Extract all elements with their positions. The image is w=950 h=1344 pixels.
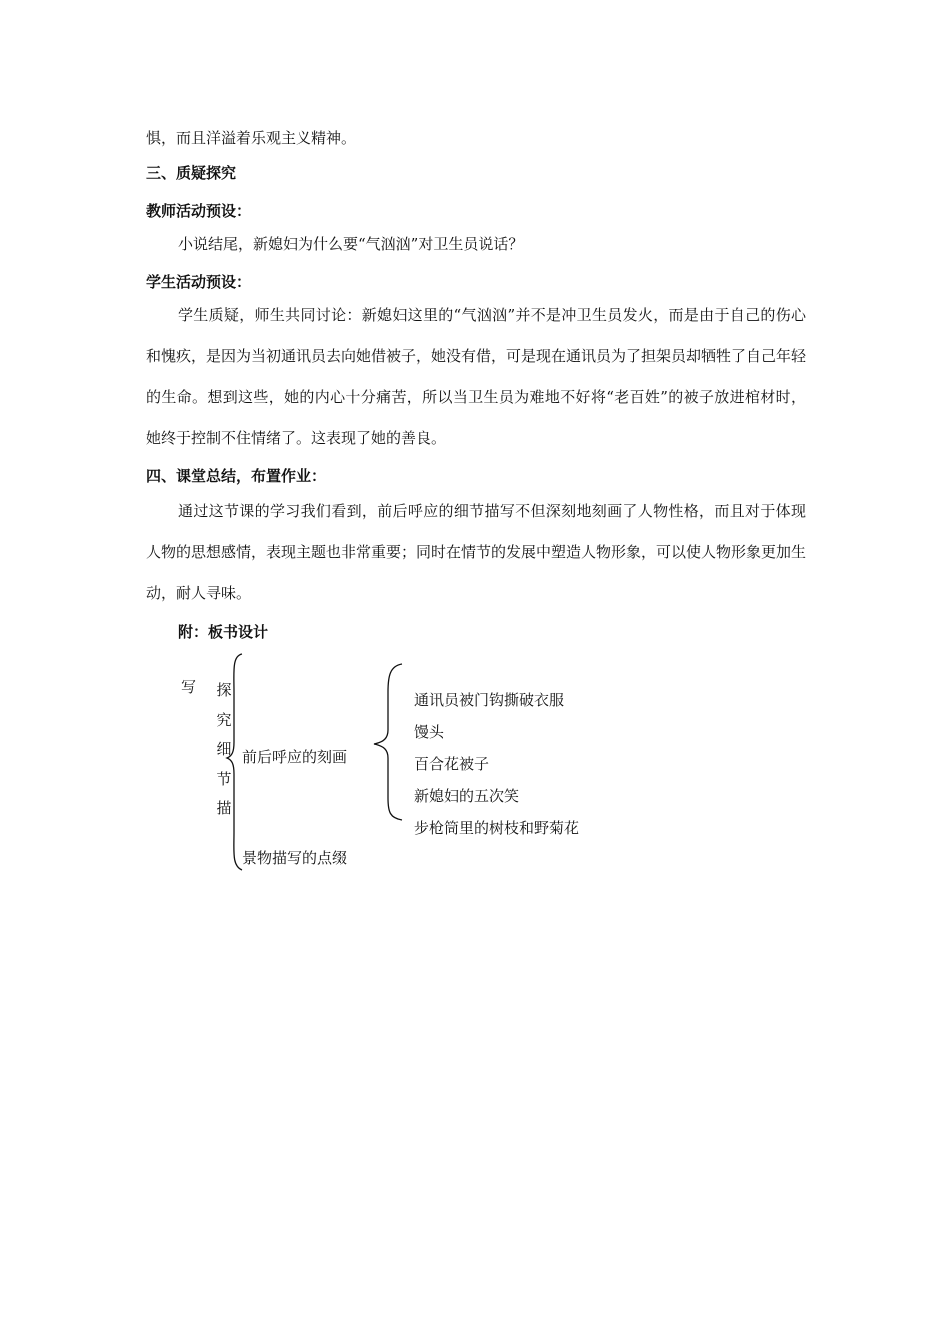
board-vertical-char: 描 <box>216 799 232 817</box>
list-item: 百合花被子 <box>414 755 490 773</box>
list-item: 新媳妇的五次笑 <box>414 787 520 805</box>
board-mid-top: 前后呼应的刻画 <box>242 748 348 766</box>
right-brace-icon <box>372 662 406 822</box>
appendix-title: 附：板书设计 <box>178 623 269 641</box>
summary-paragraph: 通过这节课的学习我们看到，前后呼应的细节描写不但深刻地刻画了人物性格，而且对于体现人物的思想感情，表现主题也非常重要；同时在情节的发展中塑造人物形象，可以使人物形象更加生动，耐人寻味。 <box>146 502 807 602</box>
section-heading-summary: 四、课堂总结，布置作业： <box>146 467 327 485</box>
list-item: 通讯员被门钩撕破衣服 <box>414 691 565 709</box>
teacher-activity-text: 小说结尾，新媳妇为什么要“气汹汹”对卫生员说话？ <box>178 235 524 253</box>
board-mid-bottom: 景物描写的点缀 <box>242 849 348 867</box>
student-activity-paragraph: 学生质疑，师生共同讨论：新媳妇这里的“气汹汹”并不是冲卫生员发火，而是由于自己的伤心和愧疚，是因为当初通讯员去向她借被子，她没有借，可是现在通讯员为了担架员却牺牲了自己年轻的生命。想到这些，她的内心十分痛苦，所以当卫生员为难地不好将“老百姓”的被子放进棺材时，她终于控制不住情绪了。这表现了她的善良。 <box>146 306 807 447</box>
list-item: 馒头 <box>414 723 445 741</box>
section-heading-questioning: 三、质疑探究 <box>146 164 237 182</box>
board-left-char: 写 <box>181 678 197 696</box>
board-vertical-char: 节 <box>216 769 232 788</box>
board-vertical-char: 探 <box>216 681 232 699</box>
board-detail-list <box>414 684 579 844</box>
board-vertical-char: 究 <box>216 710 232 729</box>
intro-line: 惧，而且洋溢着乐观主义精神。 <box>146 129 357 147</box>
list-item: 步枪筒里的树枝和野菊花 <box>414 819 580 837</box>
teacher-activity-label: 教师活动预设： <box>146 202 252 220</box>
student-activity-label: 学生活动预设： <box>146 273 252 291</box>
board-vertical-char: 细 <box>216 740 232 758</box>
